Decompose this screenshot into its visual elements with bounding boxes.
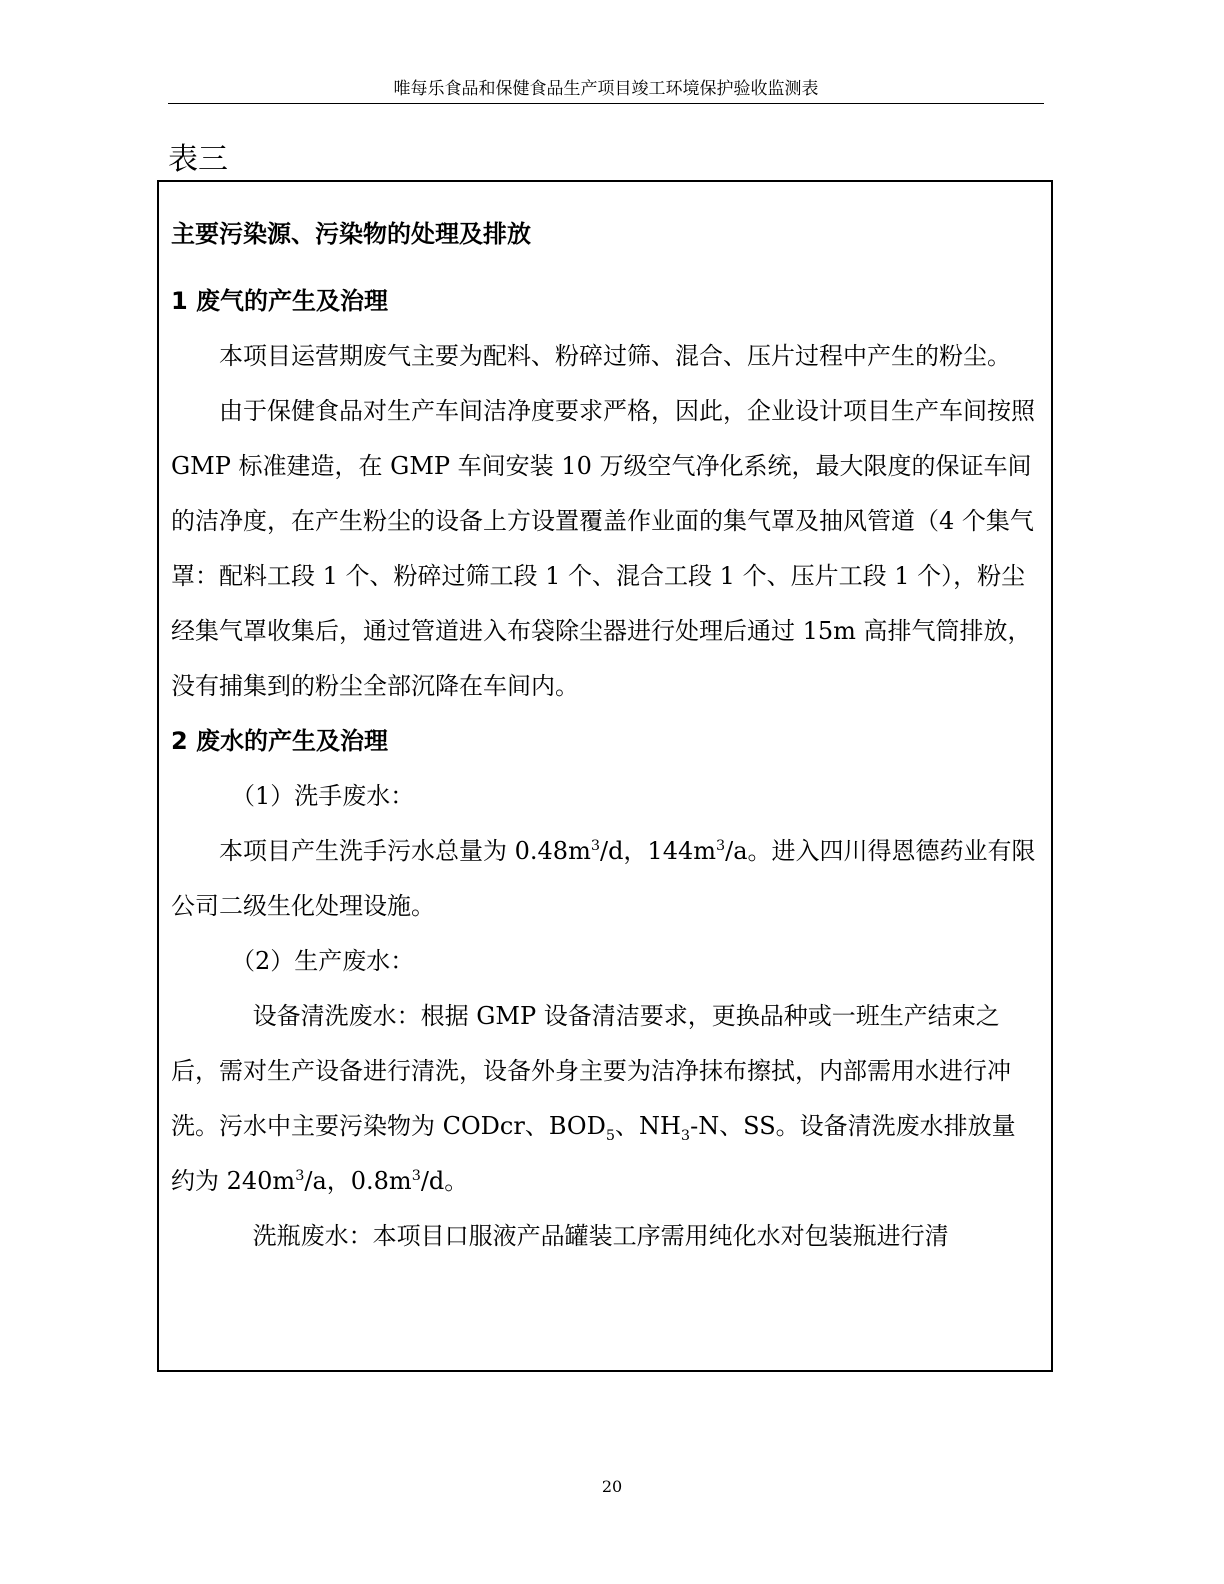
section-2-heading: 2 废水的产生及治理 <box>171 727 389 755</box>
subheading-handwash: （1）洗手废水： <box>231 782 415 810</box>
text-run: /a。进入四川得恩德药业有限公司二级生化处理设施。 <box>171 837 1036 920</box>
text-run: 、NH <box>614 1112 681 1140</box>
section-title: 主要污染源、污染物的处理及排放 <box>171 220 531 248</box>
subheading-production: （2）生产废水： <box>231 947 415 975</box>
text-run: 设备清洗废水：根据 GMP 设备清洁要求，更换品种或一班生产结束之后，需对生产设备进行清洗，设备外身主要为洁净抹布擦拭，内部需用水进行冲洗。污水中主要污染物为 CODcr、BOD <box>171 1002 1011 1140</box>
paragraph-handwash <box>171 824 1037 934</box>
superscript: 3 <box>295 1168 305 1184</box>
table-content <box>171 207 1037 1264</box>
paragraph-exhaust-intro: 本项目运营期废气主要为配料、粉碎过筛、混合、压片过程中产生的粉尘。 <box>219 342 1011 370</box>
header-rule <box>168 103 1044 104</box>
running-header: 唯每乐食品和保健食品生产项目竣工环境保护验收监测表 <box>393 79 819 99</box>
subscript: 5 <box>605 1127 615 1144</box>
page-number: 20 <box>601 1477 623 1496</box>
text-run: /a，0.8m <box>304 1167 412 1195</box>
text-run: /d。 <box>420 1167 469 1195</box>
superscript: 3 <box>590 838 600 854</box>
superscript: 3 <box>716 838 726 854</box>
text-run: 本项目产生洗手污水总量为 0.48m <box>219 837 591 865</box>
section-1-heading: 1 废气的产生及治理 <box>171 287 389 315</box>
table-label: 表三 <box>168 142 228 177</box>
paragraph-bottle-washing: 洗瓶废水：本项目口服液产品罐装工序需用纯化水对包装瓶进行清 <box>252 1222 949 1250</box>
text-run: -N、SS。设备清洗废水排放量约为 240m <box>171 1112 1016 1195</box>
paragraph-exhaust-treatment: 由于保健食品对生产车间洁净度要求严格，因此，企业设计项目生产车间按照 GMP 标准建造，在 GMP 车间安装 10 万级空气净化系统，最大限度的保证车间的洁净度，在产生粉尘的设备上方设置覆盖作业面的集气罩及抽风管道（4 个集气罩：配料工段 1 个、粉碎过筛工段 1 个、混合工段 1 个、压片工段 1 个），粉尘经集气罩收集后，通过管道进入布袋除尘器进行处理后通过 15m 高排气筒排放，没有捕集到的粉尘全部沉降在车间内。 <box>171 397 1035 700</box>
paragraph-equipment-cleaning <box>171 989 1037 1209</box>
text-run: /d，144m <box>599 837 716 865</box>
table-frame <box>157 180 1053 1372</box>
subscript: 3 <box>680 1127 691 1144</box>
superscript: 3 <box>411 1168 421 1184</box>
